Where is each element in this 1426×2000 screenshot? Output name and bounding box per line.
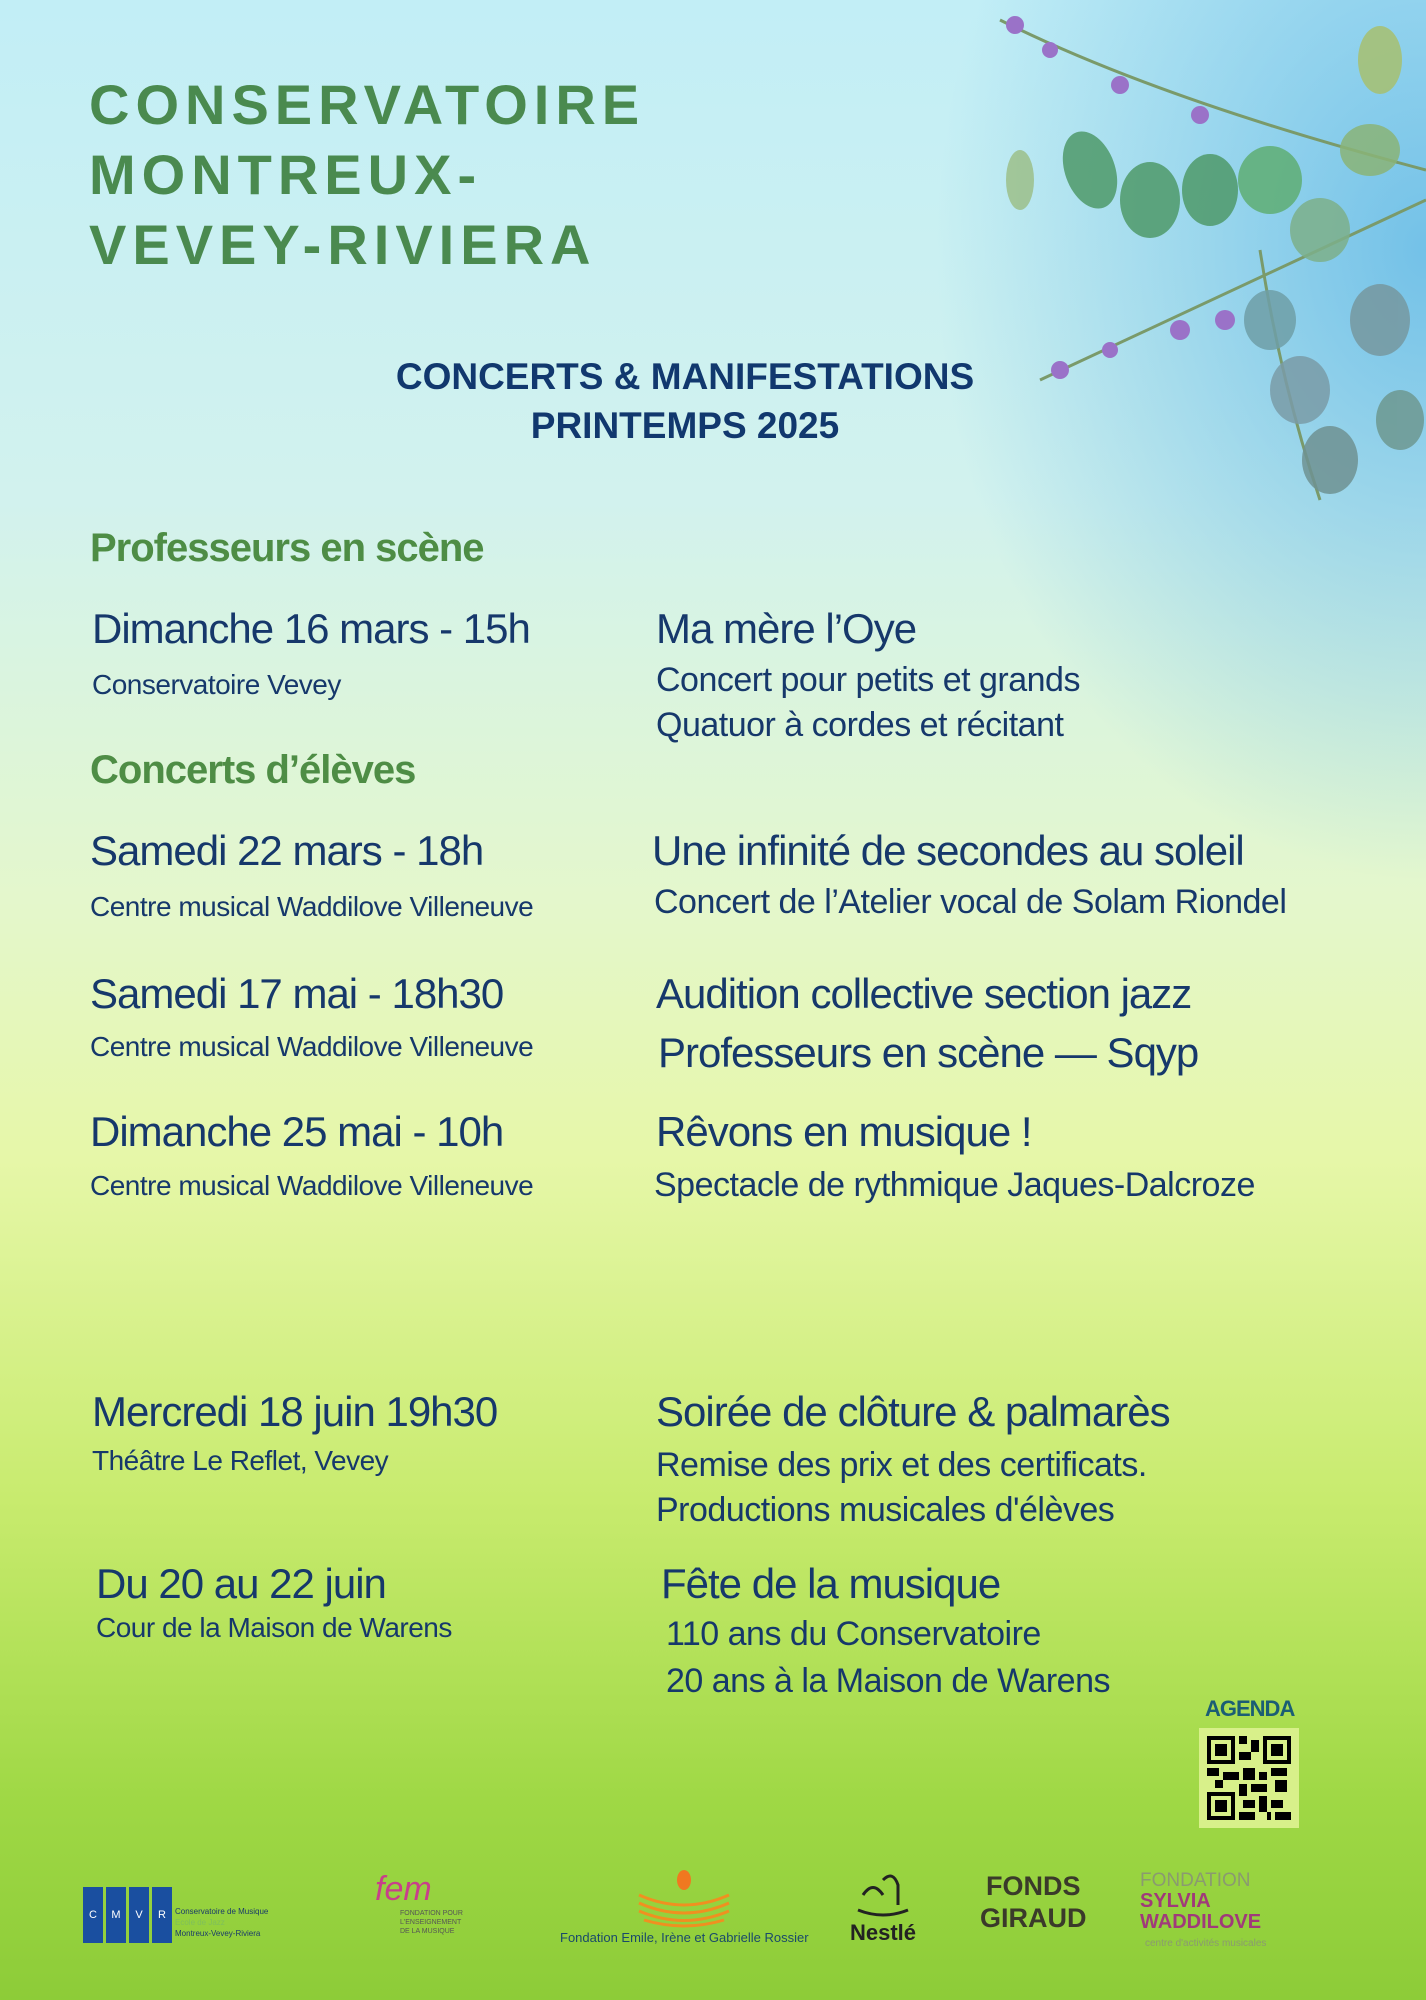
event-detail: Spectacle de rythmique Jaques-Dalcroze xyxy=(654,1166,1255,1204)
event-detail: 20 ans à la Maison de Warens xyxy=(666,1662,1110,1700)
logo-text: FONDS xyxy=(986,1871,1081,1901)
logo-text: Nestlé xyxy=(850,1920,917,1945)
event-detail: 110 ans du Conservatoire xyxy=(666,1615,1041,1653)
event-detail: Quatuor à cordes et récitant xyxy=(656,706,1064,744)
cmvr-logo xyxy=(83,1870,268,1960)
event-place: Centre musical Waddilove Villeneuve xyxy=(90,891,534,922)
logo-text: Ecole de Jazz xyxy=(175,1917,225,1927)
title-line: MONTREUX- xyxy=(89,143,483,206)
giraud-logo xyxy=(980,1870,1087,1960)
logo-text: centre d'activités musicales xyxy=(1145,1938,1267,1949)
logo-text: SYLVIA xyxy=(1140,1890,1211,1912)
agenda-label: AGENDA xyxy=(1205,1696,1295,1721)
event-title: Rêvons en musique ! xyxy=(656,1108,1032,1155)
logo-letter: V xyxy=(129,1887,149,1943)
eucalyptus-lavender-illustration xyxy=(960,0,1426,540)
event-title: Audition collective section jazz xyxy=(656,970,1192,1017)
title-line: CONSERVATOIRE xyxy=(89,73,646,136)
title-line: VEVEY-RIVIERA xyxy=(89,213,597,276)
logo-letter: C xyxy=(83,1887,103,1943)
rossier-logo xyxy=(560,1870,809,1960)
logo-text: Montreux-Vevey-Riviera xyxy=(175,1928,261,1938)
event-title: Soirée de clôture & palmarès xyxy=(656,1388,1170,1435)
fem-logo xyxy=(345,1870,463,1960)
event-date: Samedi 22 mars - 18h xyxy=(90,827,484,874)
event-place: Théâtre Le Reflet, Vevey xyxy=(92,1445,389,1476)
event-date: Dimanche 25 mai - 10h xyxy=(90,1108,504,1155)
nest-birds-icon xyxy=(853,1870,913,1920)
logo-text: GIRAUD xyxy=(980,1903,1087,1933)
waddilove-logo xyxy=(1140,1870,1266,1960)
nestle-logo xyxy=(850,1870,916,1960)
logo-letter: M xyxy=(106,1887,126,1943)
conservatoire-title xyxy=(89,70,645,280)
logo-text: FONDATION POUR xyxy=(400,1910,463,1917)
logo-text: Conservatoire de Musique xyxy=(175,1906,269,1916)
event-title: Ma mère l’Oye xyxy=(656,605,917,652)
logo-text: Fondation Emile, Irène et Gabrielle Rossier xyxy=(560,1930,809,1945)
event-date: Samedi 17 mai - 18h30 xyxy=(90,970,504,1017)
sun-waves-icon xyxy=(629,1870,739,1930)
logo-text: FONDATION xyxy=(1140,1870,1251,1891)
event-detail: Productions musicales d'élèves xyxy=(656,1491,1115,1529)
event-detail: Remise des prix et des certificats. xyxy=(656,1446,1147,1484)
qr-code-icon xyxy=(1207,1736,1291,1820)
event-date: Du 20 au 22 juin xyxy=(96,1560,386,1607)
section-professeurs: Professeurs en scène xyxy=(90,526,484,570)
program-subtitle xyxy=(0,352,1370,450)
section-eleves: Concerts d’élèves xyxy=(90,748,416,792)
subtitle-line: CONCERTS & MANIFESTATIONS xyxy=(395,356,975,397)
logo-letter: R xyxy=(152,1887,172,1943)
logo-mark: fem xyxy=(375,1870,432,1908)
event-place: Conservatoire Vevey xyxy=(92,669,341,700)
event-title: Une infinité de secondes au soleil xyxy=(652,827,1244,874)
logo-text: L'ENSEIGNEMENT xyxy=(400,1919,462,1926)
agenda-qr-code[interactable] xyxy=(1199,1728,1299,1828)
event-detail: Professeurs en scène — Sqyp xyxy=(658,1029,1199,1076)
event-place: Centre musical Waddilove Villeneuve xyxy=(90,1170,534,1201)
event-detail: Concert de l’Atelier vocal de Solam Riondel xyxy=(654,883,1287,921)
subtitle-line: PRINTEMPS 2025 xyxy=(530,405,840,446)
event-place: Centre musical Waddilove Villeneuve xyxy=(90,1031,534,1062)
logo-text: DE LA MUSIQUE xyxy=(400,1928,455,1935)
event-place: Cour de la Maison de Warens xyxy=(96,1612,452,1643)
event-title: Fête de la musique xyxy=(661,1560,1001,1607)
logo-text: WADDILOVE xyxy=(1140,1911,1262,1933)
event-date: Dimanche 16 mars - 15h xyxy=(92,605,530,652)
event-date: Mercredi 18 juin 19h30 xyxy=(92,1388,498,1435)
event-detail: Concert pour petits et grands xyxy=(656,661,1080,699)
